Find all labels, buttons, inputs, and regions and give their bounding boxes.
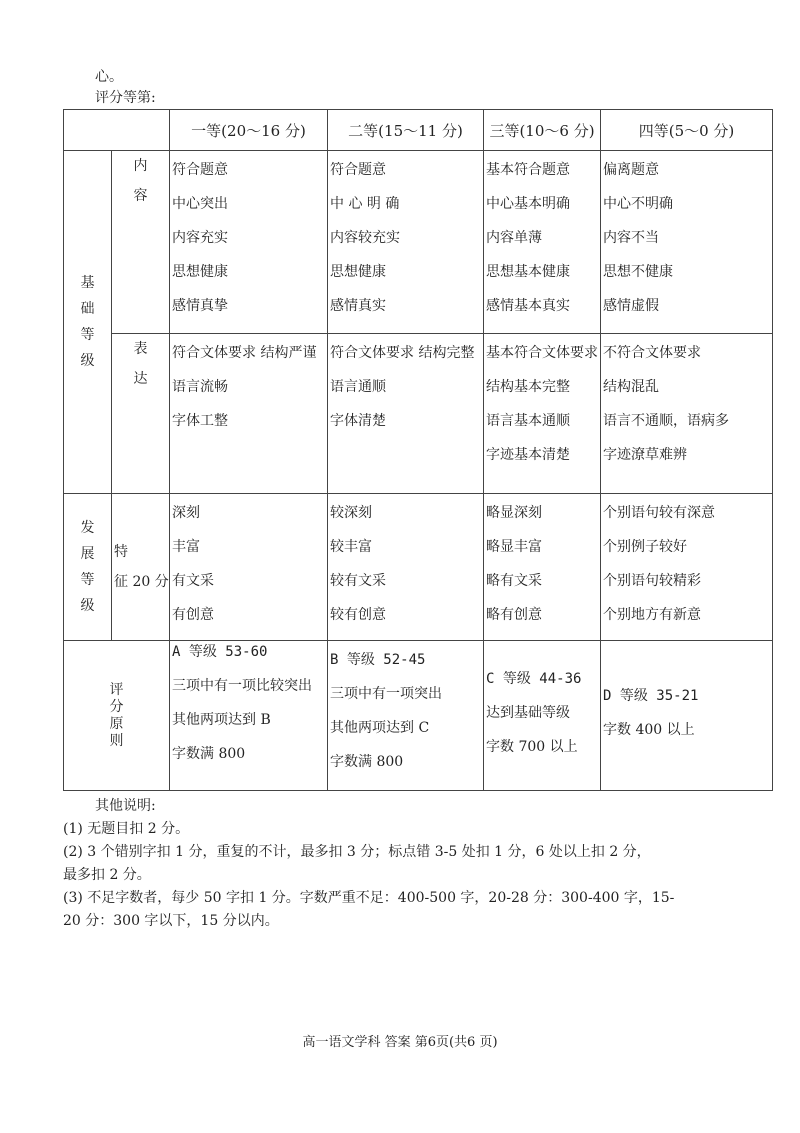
expression-row — [64, 334, 773, 494]
note-3b: 20 分：300 字以下，15 分以内。 — [63, 913, 279, 929]
header-corner — [64, 110, 170, 151]
feature-row — [64, 494, 773, 641]
feature-grade-4: 个别语句较有深意 个别例子较好 个别语句较精彩 个别地方有新意 — [601, 494, 773, 641]
principle-grade-2: B 等级 52-45 三项中有一项突出 其他两项达到 C 字数满 800 — [328, 641, 484, 791]
header-row — [64, 110, 773, 151]
feature-grade-3: 略显深刻 略显丰富 略有文采 略有创意 — [484, 494, 601, 641]
expression-grade-2: 符合文体要求 结构完整 语言通顺 字体清楚 — [328, 334, 484, 494]
note-2b: 最多扣 2 分。 — [63, 867, 151, 883]
expression-grade-1: 符合文体要求 结构严谨 语言流畅 字体工整 — [170, 334, 328, 494]
content-grade-3: 基本符合题意 中心基本明确 内容单薄 思想基本健康 感情基本真实 — [484, 151, 601, 334]
intro-line-1: 心。 — [95, 69, 123, 85]
basic-level-label: 基 础 等 级 — [64, 151, 112, 494]
develop-level-label: 发 展 等 级 — [64, 494, 112, 641]
content-row — [64, 151, 773, 334]
header-grade-1: 一等(20～16 分) — [170, 110, 328, 151]
feature-grade-2: 较深刻 较丰富 较有文采 较有创意 — [328, 494, 484, 641]
page-footer: 高一语文学科 答案 第6页(共6 页) — [302, 1035, 498, 1050]
principle-grade-4: D 等级 35-21 字数 400 以上 — [601, 641, 773, 791]
note-1: (1) 无题目扣 2 分。 — [63, 821, 190, 837]
content-grade-2: 符合题意 中 心 明 确 内容较充实 思想健康 感情真实 — [328, 151, 484, 334]
expression-grade-3: 基本符合文体要求 结构基本完整 语言基本通顺 字迹基本清楚 — [484, 334, 601, 494]
rubric-table — [63, 109, 773, 791]
content-grade-4: 偏离题意 中心不明确 内容不当 思想不健康 感情虚假 — [601, 151, 773, 334]
feature-label: 特 征 20 分 — [112, 494, 170, 641]
expression-grade-4: 不符合文体要求 结构混乱 语言不通顺，语病多 字迹潦草难辨 — [601, 334, 773, 494]
expression-label: 表 达 — [112, 334, 170, 494]
note-2a: (2) 3 个错别字扣 1 分，重复的不计，最多扣 3 分；标点错 3-5 处扣 1 分，6 处以上扣 2 分， — [63, 844, 651, 860]
principle-label: 评 分 原 则 — [64, 641, 170, 791]
principle-row — [64, 641, 773, 791]
content-grade-1: 符合题意 中心突出 内容充实 思想健康 感情真挚 — [170, 151, 328, 334]
note-3a: (3) 不足字数者，每少 50 字扣 1 分。字数严重不足：400-500 字，20-28 分：300-400 字，15- — [63, 890, 675, 906]
rating-title: 评分等第: — [95, 90, 156, 106]
header-grade-3: 三等(10～6 分) — [484, 110, 601, 151]
principle-grade-1: A 等级 53-60 三项中有一项比较突出 其他两项达到 B 字数满 800 — [170, 641, 328, 791]
header-grade-2: 二等(15～11 分) — [328, 110, 484, 151]
header-grade-4: 四等(5～0 分) — [601, 110, 773, 151]
principle-grade-3: C 等级 44-36 达到基础等级 字数 700 以上 — [484, 641, 601, 791]
notes-title: 其他说明: — [95, 798, 156, 814]
feature-grade-1: 深刻 丰富 有文采 有创意 — [170, 494, 328, 641]
content-label: 内 容 — [112, 151, 170, 334]
